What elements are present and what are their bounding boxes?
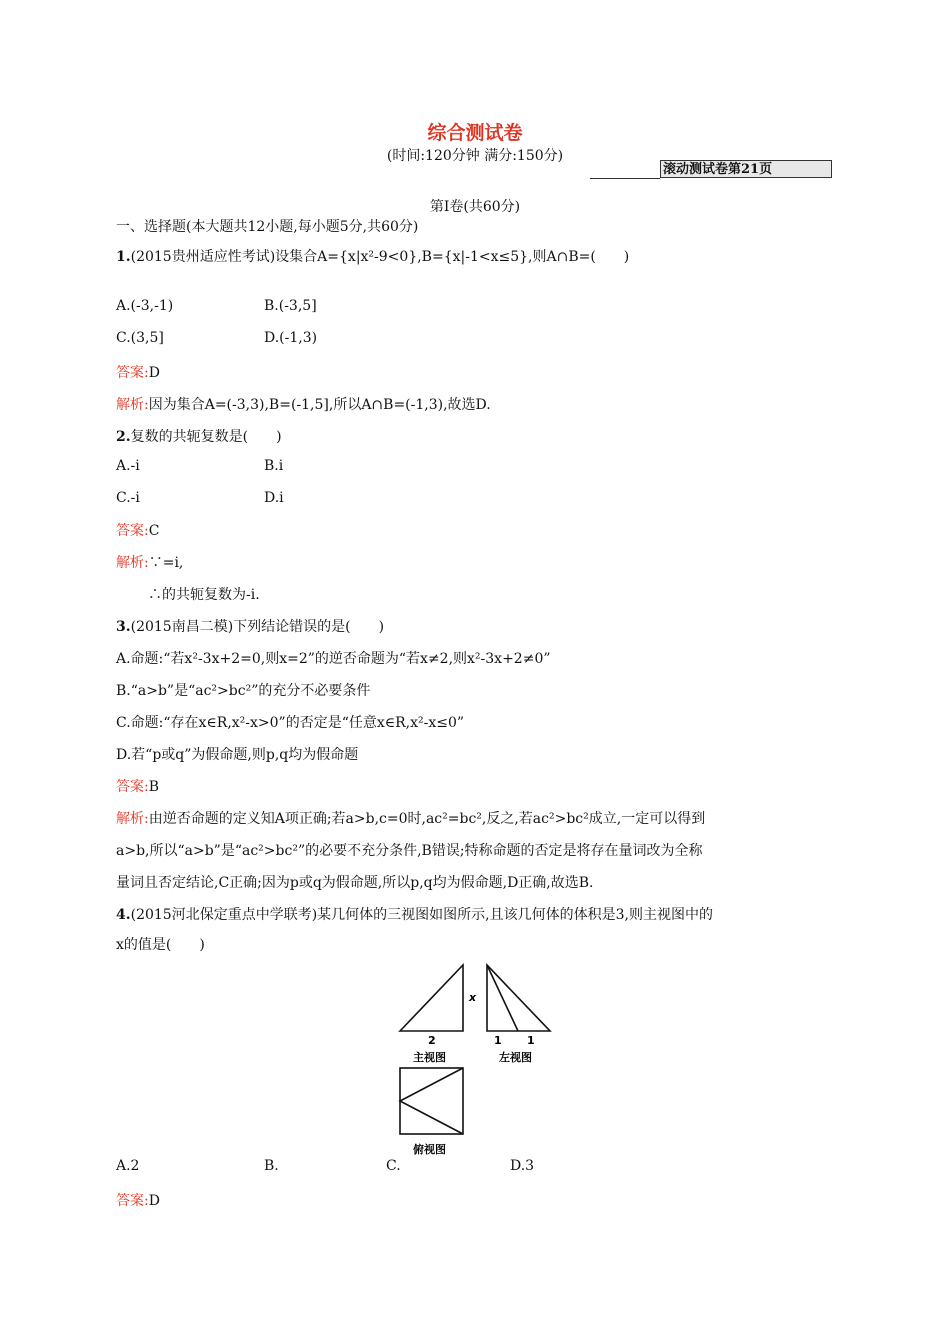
option-b: B.(-3,5] [264, 298, 317, 314]
answer-3 [116, 776, 159, 796]
analysis-3-line-2: a>b,所以“a>b”是“ac²>bc²”的必要不充分条件,B错误;特称命题的否定是将存在量词改为全称 [116, 843, 703, 859]
answer-1 [116, 362, 160, 382]
question-number: 3. [116, 619, 131, 635]
option-d: D.(-1,3) [264, 330, 318, 346]
answer-value: B [148, 779, 160, 795]
side-view-caption: 左视图 [499, 1051, 532, 1064]
answer-value: C [148, 523, 160, 539]
option-c: C. [386, 1158, 401, 1174]
analysis-3 [116, 808, 705, 828]
question-2 [116, 426, 282, 446]
answer-label: 答案: [116, 523, 149, 539]
question-4-line-2: x的值是( ) [116, 937, 205, 953]
option-a: A.-i [116, 458, 140, 474]
answer-value: D [148, 1193, 160, 1209]
question-number: 4. [116, 907, 131, 923]
analysis-3-line-3: 量词且否定结论,C正确;因为p或q为假命题,所以p,q均为假命题,D正确,故选B. [116, 875, 594, 891]
part-heading: 第Ⅰ卷(共60分) [429, 199, 521, 215]
question-1 [116, 246, 629, 266]
front-view-triangle [400, 965, 463, 1031]
analysis-label: 解析: [116, 397, 149, 413]
question-stem: (2015贵州适应性考试)设集合A={x|x²-9<0},B={x|-1<x≤5},则A∩B=( ) [130, 249, 630, 265]
question-number: 2. [116, 429, 131, 445]
option-b: B.“a>b”是“ac²>bc²”的充分不必要条件 [116, 683, 371, 699]
x-label: x [469, 991, 477, 1004]
front-view-caption: 主视图 [413, 1051, 446, 1064]
option-a: A.2 [116, 1158, 140, 1174]
option-b: B.i [264, 458, 284, 474]
side-view-triangle [487, 965, 550, 1031]
answer-value: D [148, 365, 160, 381]
option-d: D.i [264, 490, 284, 506]
analysis-text: 由逆否命题的定义知A项正确;若a>b,c=0时,ac²=bc²,反之,若ac²>bc²成立,一定可以得到 [148, 811, 706, 827]
side-view-inner-edge [487, 965, 518, 1031]
option-b: B. [264, 1158, 279, 1174]
answer-label: 答案: [116, 365, 149, 381]
top-view-caption: 俯视图 [413, 1143, 446, 1156]
question-number: 1. [116, 249, 131, 265]
answer-label: 答案: [116, 779, 149, 795]
page-badge: 滚动测试卷第21页 [660, 160, 832, 178]
badge-rule [590, 178, 660, 179]
analysis-label: 解析: [116, 811, 149, 827]
answer-4 [116, 1190, 160, 1210]
exam-time-score: (时间:120分钟 满分:150分) [386, 148, 564, 164]
question-stem: (2015河北保定重点中学联考)某几何体的三视图如图所示,且该几何体的体积是3,则主视图中的 [130, 907, 713, 923]
question-stem: (2015南昌二模)下列结论错误的是( ) [130, 619, 385, 635]
top-view-inner-edges [400, 1068, 463, 1134]
answer-2 [116, 520, 159, 540]
answer-label: 答案: [116, 1193, 149, 1209]
analysis-text: ∵=i, [148, 555, 184, 571]
option-c: C.(3,5] [116, 330, 164, 346]
option-c: C.-i [116, 490, 140, 506]
question-stem: 复数的共轭复数是( ) [130, 429, 282, 445]
analysis-text: 因为集合A=(-3,3),B=(-1,5],所以A∩B=(-1,3),故选D. [148, 397, 491, 413]
front-base-label: 2 [428, 1034, 436, 1047]
analysis-label: 解析: [116, 555, 149, 571]
option-a: A.(-3,-1) [116, 298, 174, 314]
top-view-rectangle [400, 1068, 463, 1134]
section-heading: 一、选择题(本大题共12小题,每小题5分,共60分) [116, 219, 419, 235]
option-d: D.3 [510, 1158, 535, 1174]
option-c: C.命题:“存在x∈R,x²-x>0”的否定是“任意x∈R,x²-x≤0” [116, 715, 465, 731]
three-view-figure [390, 958, 560, 1158]
option-a: A.命题:“若x²-3x+2=0,则x=2”的逆否命题为“若x≠2,则x²-3x+2≠0” [116, 651, 551, 667]
analysis-2-line-2: ∴的共轭复数为-i. [148, 587, 260, 603]
question-3 [116, 616, 384, 636]
page-title: 综合测试卷 [427, 122, 523, 144]
question-4 [116, 904, 713, 924]
analysis-1 [116, 394, 491, 414]
side-base-label-1: 1 [494, 1034, 502, 1047]
side-base-label-2: 1 [527, 1034, 535, 1047]
option-d: D.若“p或q”为假命题,则p,q均为假命题 [116, 747, 359, 763]
analysis-2 [116, 552, 183, 572]
